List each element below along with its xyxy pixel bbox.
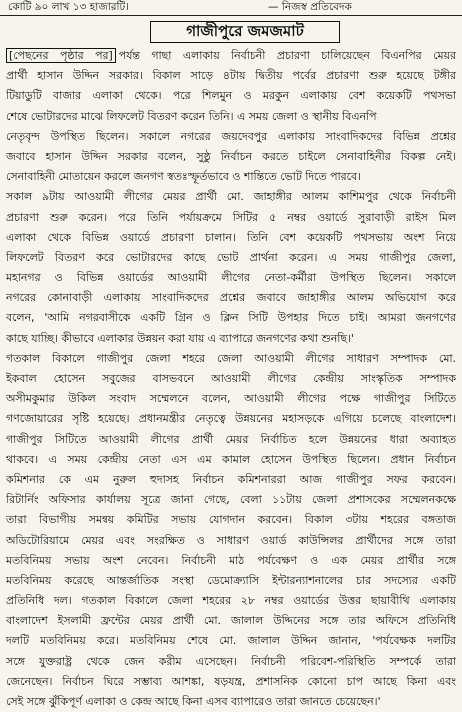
article-body [6,46,456,712]
article-line: নগরের কোনাবাড়ী এলাকায় সাংবাদিকদের প্রশ্নের জবাবে জাহাঙ্গীর আলম অভিযোগ করে [6,291,456,305]
article-line: ইকবাল হোসেন সবুজের বাসভবনে আওয়ামী লীগের কেন্দ্রীয় সাংস্কৃতিক সম্পাদক [6,372,456,385]
article-line: সেই সঙ্গে ঝুঁকিপূর্ণ এলাকা ও কেন্দ্র আছে কিনা এসব ব্যাপারেও তারা জানতে চেয়েছেন।' [6,695,381,708]
article-line: থাকবে। এ সময় কেন্দ্রীয় নেতা এস এম কামাল হোসেন উপস্থিত ছিলেন। প্রধান নির্বাচন [6,452,456,466]
article-line: প্রতিনিধি দল। গতকাল বিকালে জেলা শহরের ২৮ নম্বর ওয়ার্ডের উত্তর ছায়াবীথি এলাকায় [6,594,456,608]
article-line: নেতৃবৃন্দ উপস্থিত ছিলেন। সকালে নগরের জয়দেবপুর এলাকায় সাংবাদিকদের বিভিন্ন প্রশ্নের [6,129,456,143]
article-line: জেনেছেন। নির্বাচন ঘিরে সম্ভাব্য আশঙ্কা, ষড়যন্ত্র, প্রশাসনিক কোনো চাপ আছে কিনা এবং [6,674,456,688]
article-line: জবাবে হাসান উদ্দিন সরকার বলেন, সুষ্ঠু নির্বাচন করতে চাইলে সেনাবাহিনীর বিকল্প নেই। [6,149,456,163]
article-line: মতবিনিময় সভায় অংশ নেবেন। নির্বাচনী মাঠ পর্যবেক্ষণ ও এক মেয়র প্রার্থীর সঙ্গে [6,553,456,567]
article-line: গাজীপুর সিটিতে আওয়ামী লীগের প্রার্থী মেয়র নির্বাচিত হলে উন্নয়নের ধারা অব্যাহত [6,432,456,446]
headline: গাজীপুরে জমজমাট [150,21,340,43]
article-line: রিটার্নিং অফিসার কার্যালয় সূত্রে জানা গেছে, বেলা ১১টায় জেলা প্রশাসকের সম্মেলনকক্ষে [6,493,456,507]
article-line: সঙ্গে যুক্তরাষ্ট্র থেকে জেন করীম এসেছেন। নির্বাচনী পরিবেশ-পরিস্থিতি সম্পর্কে তারা [6,654,456,668]
article-line: প্রচারণা শুরু করেন। পরে তিনি পর্যায়ক্রমে সিটির ৫ নম্বর ওয়ার্ডে সুরাবাড়ী রাইস মিল [6,210,456,224]
article-line: সকাল ৯টায় আওয়ামী লীগের মেয়র প্রার্থী মো. জাহাঙ্গীর আলম কাশিমপুর থেকে নির্বাচনী [6,190,456,204]
article-line: এলাকা থেকে বিভিন্ন ওয়ার্ডে প্রচারণা চালান। তিনি বেশ কয়েকটি পথসভায় অংশ নিয়ে [6,230,456,244]
article-line: কমিশনার কে এম নুরুল হুদাসহ নির্বাচন কমিশনাররা আজ গাজীপুর সফর করবেন। [6,472,456,486]
article-line: অসীমকুমার উকিল সংবাদ সম্মেলনে বলেন, আওয়ামী লীগের পক্ষে গাজীপুর সিটিতে [6,392,456,406]
article-line: কাছে যাচ্ছি। কীভাবে এলাকার উন্নয়ন করা যায় এ ব্যাপারে জনগণের কথা শুনছি।' [6,331,354,345]
article-line: বাংলাদেশ ইসলামী ফ্রন্টের মেয়র প্রার্থী মো. জালাল উদ্দিনের সঙ্গে তার অফিসে প্রতিনিধি [6,614,456,628]
continued-label: [পেছনের পৃষ্ঠার পর] [6,48,116,63]
article-line: মহানগর ও বিভিন্ন ওয়ার্ডের আওয়ামী লীগের নেতা-কর্মীরা উপস্থিত ছিলেন। সকালে [6,271,456,285]
article-line: গতকাল বিকালে গাজীপুর জেলা শহরে জেলা আওয়ামী লীগের সাধারণ সম্পাদক মো. [6,351,456,365]
article-line: সেনাবাহিনী মোতায়েন করলে জনগণ স্বতঃস্ফূর্তভাবে ও শান্তিতে ভোট দিতে পারবে। [6,170,361,184]
article-line: টিয়াডুটি বাজার এলাকা থেকে। পরে শিলমুন ও মরকুন এলাকায় বেশ কয়েকটি পথসভা [6,89,456,103]
article-line: তারা বিভাগীয় সমন্বয় কমিটির সভায় যোগদান করবেন। বিকাল ৩টায় শহরের বঙ্গতাজ [6,513,456,527]
article-line: লিফলেট বিতরণ করে ভোটারদের কাছে ভোট প্রার্থনা করেন। এ সময় গাজীপুর জেলা, [6,250,456,264]
article-line: গণজোয়ারের সৃষ্টি হয়েছে। প্রধানমন্ত্রীর নেতৃত্বে উন্নয়নের মহাসড়কে এগিয়ে চলেছে বাংলাদেশ। [6,412,456,426]
article-line: [পেছনের পৃষ্ঠার পর] পর্যন্ত গাছা এলাকায় নির্বাচনী প্রচারণা চালিয়েছেন বিএনপির মেয়র [6,46,456,66]
article-line: দলটি মতবিনিময় করে। মতবিনিময় শেষে মো. জালাল উদ্দিন জানান, 'পর্যবেক্ষক দলটির [6,634,456,648]
article-line: প্রার্থী হাসান উদ্দিন সরকার। বিকাল সাড়ে ৪টায় দ্বিতীয় পর্বের প্রচারণা শুরু হয়েছে টঙ্গীর [6,69,456,83]
article-line: শেষে ভোটারদের মাঝে লিফলেট বিতরণ করেন তিনি। এ সময় জেলা ও স্থানীয় বিএনপি [6,109,377,123]
top-strip [0,0,462,16]
article-line: মতবিনিময় করেছে আন্তর্জাতিক সংস্থা ডেমোক্র্যাসি ইন্টারন্যাশনালের চার সদস্যের একটি [6,573,456,587]
byline: — নিজস্ব প্রতিবেদক [268,1,352,13]
top-divider [0,15,462,16]
previous-article-tail: কোটি ৯০ লাখ ১৩ হাজারটি। [8,1,130,13]
article-line: বলেন, 'আমি নগরবাসীকে একটি গ্রিন ও ক্লিন সিটি উপহার দিতে চাই। আমরা জনগণের [6,311,456,325]
article-line: অডিটোরিয়ামে মেয়র এবং সংরক্ষিত ও সাধারণ ওয়ার্ড কাউন্সিলর প্রার্থীদের সঙ্গে তারা [6,533,456,547]
